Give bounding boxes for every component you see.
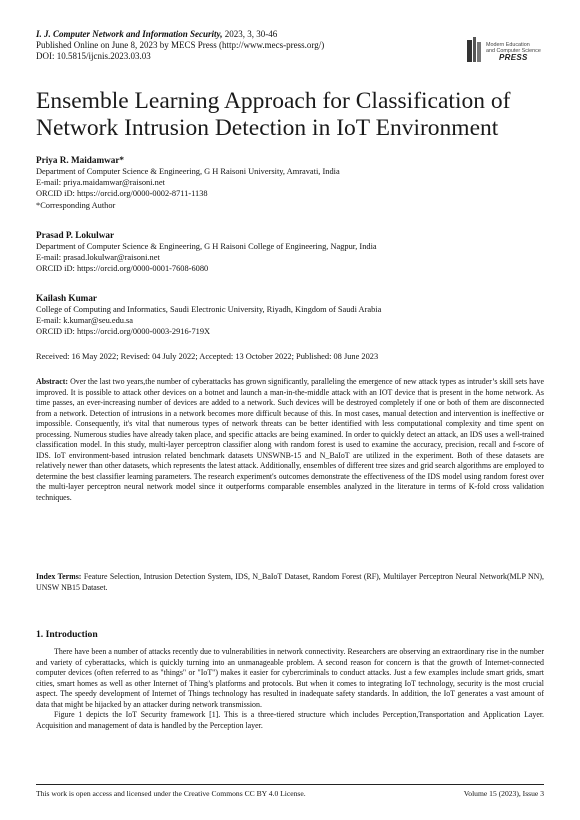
index-terms-text: Feature Selection, Intrusion Detection System, IDS, N_BaIoT Dataset, Random Forest (RF), Multilayer Perceptron Neural Network(MLP NN), UNSW NB15 Dataset.: [36, 572, 544, 592]
journal-volume-pages: 2023, 3, 30-46: [222, 29, 278, 39]
footer-license: This work is open access and licensed under the Creative Commons CC BY 4.0 License.: [36, 789, 306, 798]
journal-citation: [36, 29, 456, 40]
abstract-text: Over the last two years,the number of cyberattacks has grown significantly, paralleling the emergence of new attack types as intruder’s skill sets have improved. It is possible to attack other devices on a botnet and launch a man-in-the-middle attack with an IOT device that is present in the home network. As time passes, an ever-increasing number of devices are added to a network. Such devices will be destroyed completely if one or both of them are disconnected from a network. Detection of intrusions in a network becomes more difficult because of this. In most cases, manual detection and intervention is ineffective or impossible. Consequently, it's vital that numerous types of network threats can be better identified with less computational complexity and time spent on processing. Numerous studies have already taken place, and specific attacks are being examined. In order to quickly detect an attack, an IDS uses a well-trained classification model. In this study, multi-layer perceptron classifier along with random forest is used to examine the accuracy, precision, recall and f-score of IDS. IoT environment-based intrusion related benchmark datasets UNSWNB-15 and N_BaIoT are utilized in the experiment. Both of these datasets are relatively newer than other datasets, which represents the latest attack. Additionally, ensembles of different tree sizes and grid search algorithms are employed to determine the best classifier learning parameters. The research experiment's outcomes demonstrate the effectiveness of the IDS model using random forest over the multi-layer perceptron neural network model since it outperforms comparable ensembles analyzed in the literature in terms of K-fold cross validation techniques.: [36, 377, 544, 503]
published-line: Published Online on June 8, 2023 by MECS Press (http://www.mecs-press.org/): [36, 40, 325, 51]
paragraph: Figure 1 depicts the IoT Security framework [1]. This is a three-tiered structure which includes Perception,Transportation and Application Layer. Acquisition and management of data is handled by the Perception layer.: [36, 710, 544, 730]
corresponding-author-note: *Corresponding Author: [36, 200, 116, 210]
author-orcid[interactable]: ORCID iD: https://orcid.org/0000-0002-8711-1138: [36, 189, 208, 199]
paper-title: Ensemble Learning Approach for Classification of Network Intrusion Detection in IoT Environment: [36, 88, 511, 141]
footer-volume: Volume 15 (2023), Issue 3: [463, 789, 544, 798]
author-email[interactable]: E-mail: k.kumar@seu.edu.sa: [36, 316, 134, 326]
author-email[interactable]: E-mail: prasad.lokulwar@raisoni.net: [36, 253, 160, 263]
paragraph: There have been a number of attacks recently due to vulnerabilities in network connectivity. Researchers are observing an extraordinary rise in the number and variety of cyberattacks, which is quickly turning into an unmanageable problem. A second reason for concern is that the growth of Internet-connected computer devices (often referred to as "things" or "IoT") makes it easier for cybercriminals to conduct attacks. Just a few examples include smart grids, smart cities, smart homes as well as other Internet of Thing’s platforms and protocols. But when it comes to integrating IoT technology, security is the most crucial aspect. The speedy development of Internet of Things technology has resulted in inadequate safety standards. In addition, the IoT generates a vast amount of data that might be hijacked by an attacker during network transmission.: [36, 647, 544, 709]
author-affiliation: College of Computing and Informatics, Saudi Electronic University, Riyadh, Kingdom of Saudi Arabia: [36, 305, 382, 314]
logo-text-line-2: and Computer Science: [486, 48, 541, 54]
logo-press-text: PRESS: [499, 53, 528, 62]
author-affiliation: Department of Computer Science & Engineering, G H Raisoni University, Amravati, India: [36, 167, 340, 176]
index-terms: [36, 572, 544, 593]
author-email[interactable]: E-mail: priya.maidamwar@raisoni.net: [36, 178, 165, 188]
logo-text-line-1: Modern Education: [486, 42, 530, 48]
submission-dates: Received: 16 May 2022; Revised: 04 July 2022; Accepted: 13 October 2022; Published: 08 June 2023: [36, 352, 379, 361]
doi-line: DOI: 10.5815/ijcnis.2023.03.03: [36, 51, 151, 62]
abstract-label: Abstract:: [36, 377, 68, 386]
author-affiliation: Department of Computer Science & Engineering, G H Raisoni College of Engineering, Nagpur, India: [36, 242, 377, 251]
author-orcid[interactable]: ORCID iD: https://orcid.org/0000-0001-7608-6080: [36, 264, 209, 274]
index-terms-label: Index Terms:: [36, 572, 82, 581]
footer-divider: [36, 784, 544, 785]
section-heading: 1. Introduction: [36, 629, 98, 640]
author-block-2: [36, 229, 551, 275]
author-name: Prasad P. Lokulwar: [36, 230, 115, 240]
author-block-3: [36, 292, 551, 338]
author-block-1: [36, 154, 551, 211]
journal-name: I. J. Computer Network and Information Security,: [36, 29, 223, 39]
introduction-body: [36, 647, 544, 731]
mecs-press-logo-icon: [466, 37, 482, 63]
abstract: [36, 377, 544, 504]
author-orcid[interactable]: ORCID iD: https://orcid.org/0000-0003-2916-719X: [36, 327, 211, 337]
author-name: Kailash Kumar: [36, 293, 98, 303]
mecs-press-logo: [466, 33, 546, 67]
author-name: Priya R. Maidamwar*: [36, 155, 125, 165]
journal-header: [36, 29, 456, 63]
